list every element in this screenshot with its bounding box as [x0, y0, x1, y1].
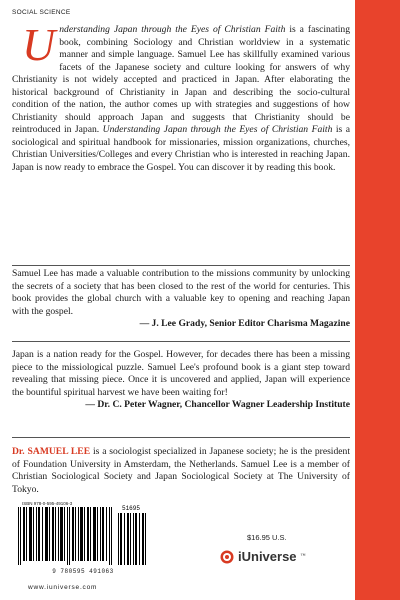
- endorsement-grady: [12, 268, 350, 331]
- endorsement-wagner: [12, 349, 350, 412]
- publisher-logo: [220, 549, 305, 564]
- divider-2: [12, 341, 350, 342]
- endorsement-attribution: — Dr. C. Peter Wagner, Chancellor Wagner Leadership Institute: [85, 399, 350, 411]
- isbn-label: ISBN 978-0-595-49106-3: [22, 501, 73, 506]
- publisher-website: www.iuniverse.com: [28, 584, 98, 591]
- drop-cap: U: [22, 19, 56, 70]
- description-part-2: is a sociological and spiritual handbook for missionaries, mission organizations, churches, Christian Universities/Colleges and every Christian who is interested in reaching Japan. Japan is now ready to embrace the Gospel. You can discover it by reading this book.: [12, 124, 350, 174]
- book-description: [12, 19, 350, 175]
- endorsement-text: Japan is a nation ready for the Gospel. However, for decades there has been a missing piece to the missiological puzzle. Samuel Lee's profound book is a giant step toward revealing that missing piece. Once it is uncovered and applied, Japan will experience the bountiful spiritual harvest we have been waiting for!: [12, 349, 350, 398]
- endorsement-text: Samuel Lee has made a valuable contribution to the missions community by unlocking the secrets of a society that has been closed to the rest of the world for centuries. This book provides the global church with a valuable key to opening and reaching Japan with the gospel.: [12, 268, 350, 317]
- book-title-lead: nderstanding Japan through the Eyes of Christian Faith: [59, 24, 286, 35]
- barcode-addon-digits: 51695: [121, 505, 141, 512]
- price: $16.95 U.S.: [247, 533, 287, 542]
- publisher-name: iUniverse: [238, 549, 297, 564]
- red-side-stripe: [355, 0, 400, 600]
- book-title-repeat: Understanding Japan through the Eyes of Christian Faith: [102, 124, 333, 136]
- iuniverse-logo-icon: [220, 550, 234, 564]
- category-label: SOCIAL SCIENCE: [12, 9, 71, 16]
- description-part-1: is a fascinating book, combining Sociology and Christian worldview in a systematic manner and simple language. Samuel Lee has skillfully examined various facets of the Japanese society and culture looking for answers of why Christianity is not widely accepted and practiced in Japan. After elaborating the historical background of Christianity in Japan and describing the socio-cultural condition of the nation, the author comes up with strategies and suggestions of how Christianity should approach Japan and suggests that Christianity should be reintroduced in Japan.: [12, 24, 350, 136]
- author-bio-text: is a sociologist specialized in Japanese society; he is the president of Foundation University in Amsterdam, the Netherlands. Samuel Lee is a member of Christian Sociological Society and Japan Sociological Society at The University of Tokyo.: [12, 446, 350, 495]
- author-name: Dr. SAMUEL LEE: [12, 446, 91, 457]
- trademark-symbol: ™: [300, 554, 306, 559]
- author-bio: [12, 446, 350, 496]
- ean-digits: 9 780595 491063: [52, 568, 114, 575]
- divider-3: [12, 437, 350, 438]
- divider-1: [12, 265, 350, 266]
- endorsement-attribution: — J. Lee Grady, Senior Editor Charisma Magazine: [139, 318, 350, 330]
- barcode-bars: [12, 499, 154, 569]
